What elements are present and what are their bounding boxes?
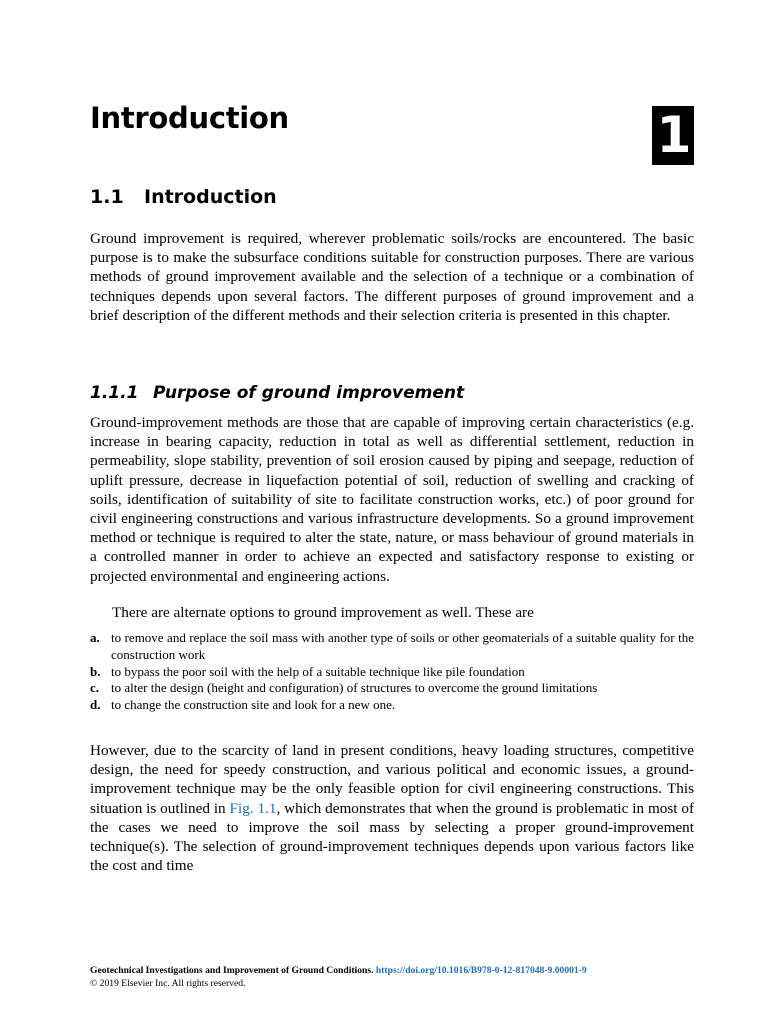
section-heading	[90, 186, 277, 208]
list-item	[90, 697, 694, 714]
list-item	[90, 664, 694, 681]
paragraph-text: , which demonstrates that when the ground is problematic in most of the cases we need to improve the soil mass by selecting a proper ground-improvement technique(s). The selection of ground-improvement techniques depends upon various factors like the cost and time	[90, 799, 695, 875]
section-number: 1.1	[90, 186, 124, 208]
footer-book-title: Geotechnical Investigations and Improvement of Ground Conditions.	[90, 965, 374, 976]
list-item-text: to remove and replace the soil mass with another type of soils or other geomaterials of a suitable quality for the construction work	[111, 630, 694, 662]
paragraph-text: However, due to the scarcity of land in present conditions, heavy loading structures, competitive design, the need for speedy construction, and various political and economic issues, a ground-improvement technique may be the only feasible option for civil engineering constructions. This situation is outlined in	[90, 742, 694, 817]
footer-doi-link[interactable]: https://doi.org/10.1016/B978-0-12-817048-9.00001-9	[375, 965, 587, 976]
subsection-title: Purpose of ground improvement	[153, 383, 465, 403]
section-intro-paragraph: Ground improvement is required, wherever problematic soils/rocks are encountered. The basic purpose is to make the subsurface conditions suitable for construction purposes. There are various methods of ground improvement available and the selection of a technique or a combination of techniques depends upon several factors. The different purposes of ground improvement and a brief description of the different methods and their selection criteria is presented in this chapter.	[90, 230, 694, 324]
list-item-letter: b.	[90, 663, 101, 679]
chapter-number-badge: 1	[652, 106, 694, 165]
purpose-paragraph: Ground-improvement methods are those that are capable of improving certain characteristics (e.g. increase in bearing capacity, reduction in total as well as differential settlement, reduction in permeability, slope stability, prevention of soil erosion caused by piping and seepage, reduction of uplift pressure, decrease in liquefaction potential of soil, reduction of swelling and cracking of soils, identification of suitability of site to facilitate construction works, etc.) of poor ground for civil engineering constructions and various infrastructure developments. So a ground improvement method or technique is required to alter the state, nature, or mass behaviour of ground materials in a controlled manner in order to achieve an expected and satisfactory response to existing or projected environmental and engineering actions.	[90, 414, 694, 585]
feasibility-paragraph	[90, 741, 694, 875]
list-item-letter: a.	[90, 630, 100, 645]
list-item-text: to change the construction site and look for a new one.	[111, 697, 396, 713]
figure-reference-link[interactable]: Fig. 1.1	[229, 799, 277, 817]
list-item-letter: c.	[90, 680, 100, 696]
footer-copyright: © 2019 Elsevier Inc. All rights reserved.	[90, 978, 246, 989]
subsection-heading	[90, 383, 464, 403]
list-item-text: to bypass the poor soil with the help of a suitable technique like pile foundation	[111, 663, 525, 679]
list-item	[90, 630, 694, 664]
subsection-number: 1.1.1	[90, 383, 139, 403]
list-item-letter: d.	[90, 697, 101, 713]
alternatives-intro-paragraph: There are alternate options to ground improvement as well. These are	[112, 604, 534, 621]
section-title: Introduction	[144, 186, 277, 208]
page-footer	[90, 964, 710, 990]
list-item-text: to alter the design (height and configuration) of structures to overcome the ground limitations	[111, 680, 598, 696]
chapter-title: Introduction	[90, 101, 289, 135]
list-item	[90, 680, 694, 697]
alternatives-list	[90, 630, 694, 714]
